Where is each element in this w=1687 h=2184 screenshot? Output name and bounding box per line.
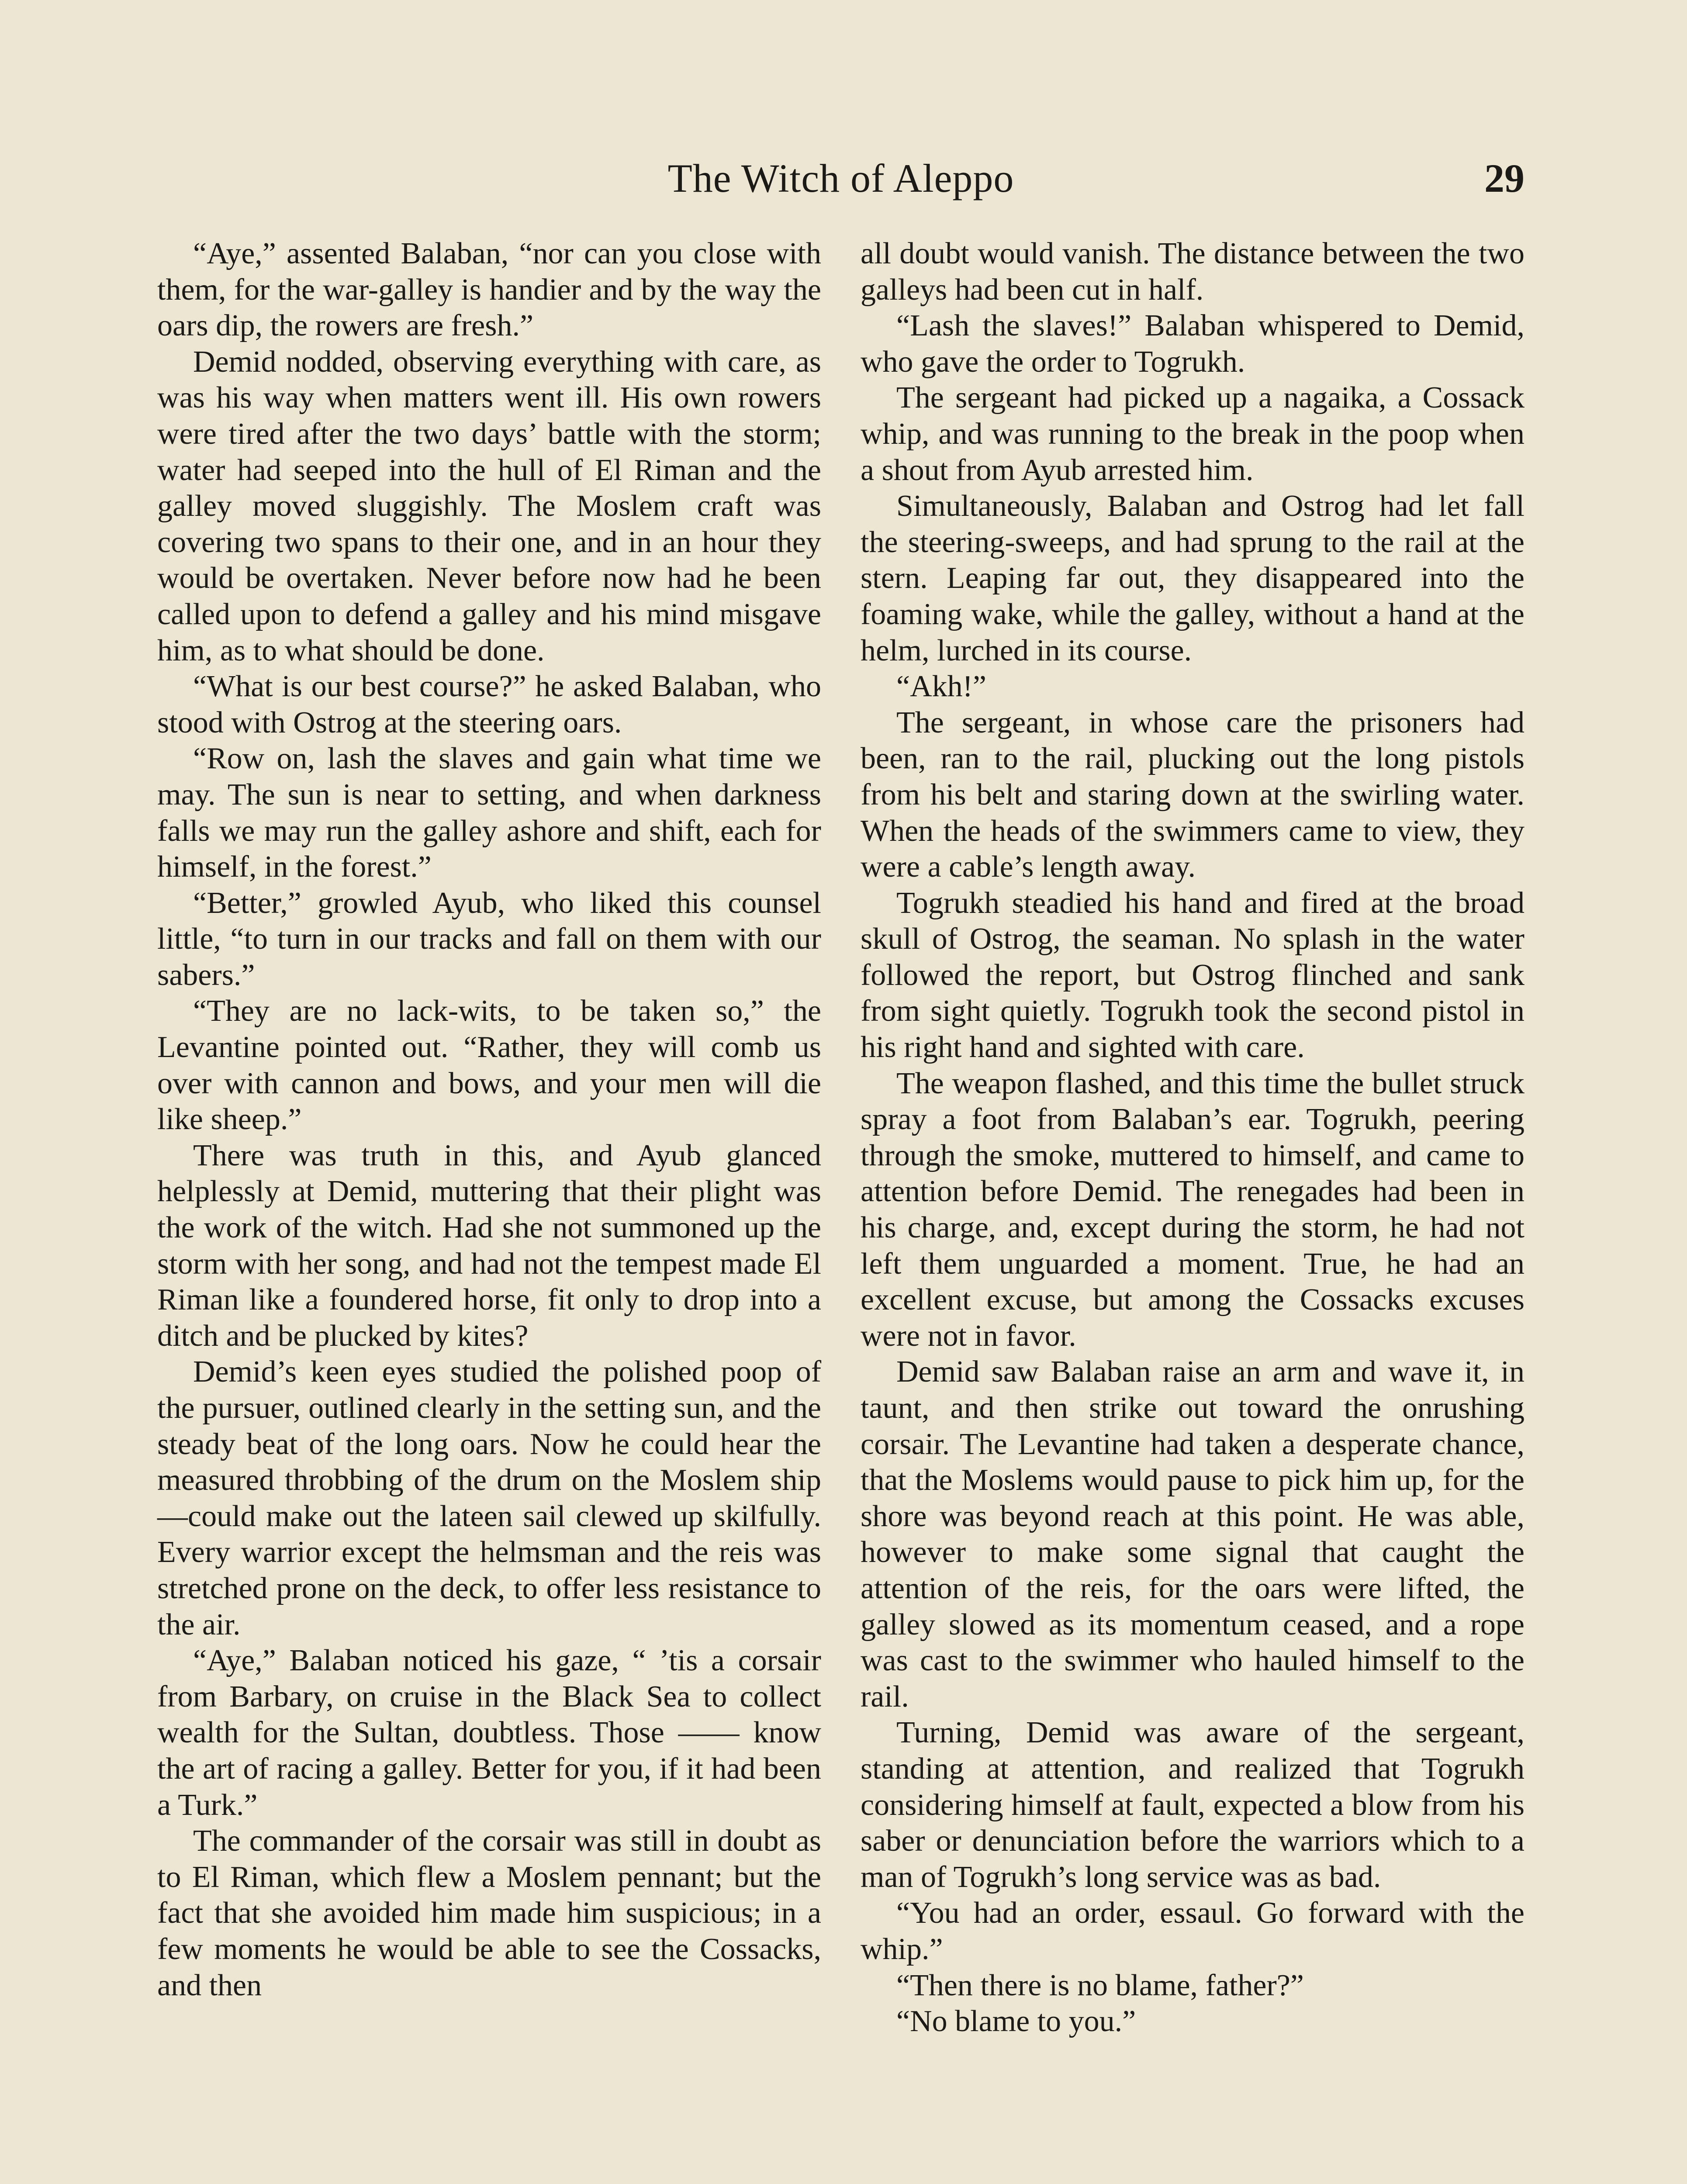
- paragraph: “Aye,” assented Balaban, “nor can you close with them, for the war-galley is handier and by the way the oars dip, the rowers are fresh.”: [157, 237, 821, 343]
- right-column: [861, 236, 1525, 2184]
- paragraph-continued: all doubt would vanish. The distance between the two galleys had been cut in half.: [861, 237, 1525, 307]
- paragraph: The weapon flashed, and this time the bullet struck spray a foot from Balaban’s ear. Togrukh, peering through the smoke, muttered to himself, and came to attention before Demid. The renegades had been in his charge, and, except during the storm, he had not left them unguarded a moment. True, he had an excellent excuse, but among the Cossacks excuses were not in favor.: [861, 1066, 1525, 1353]
- left-column: [157, 236, 821, 2184]
- paragraph: “Row on, lash the slaves and gain what time we may. The sun is near to setting, and when darkness falls we may run the galley ashore and shift, each for himself, in the forest.”: [157, 742, 821, 884]
- page-header: [157, 139, 1525, 218]
- paragraph: Demid’s keen eyes studied the polished poop of the pursuer, outlined clearly in the setting sun, and the steady beat of the long oars. Now he could hear the measured throbbing of the drum on the Moslem ship —could make out the lateen sail clewed up skilfully. Every warrior except the helmsman and the reis was stretched prone on the deck, to offer less resistance to the air.: [157, 1355, 821, 1641]
- paragraph: Demid nodded, observing everything with care, as was his way when matters went ill. His own rowers were tired after the two days’ battle with the storm; water had seeped into the hull of El Riman and the galley moved sluggishly. The Moslem craft was covering two spans to their one, and in an hour they would be overtaken. Never before now had he been called upon to defend a galley and his mind misgave him, as to what should be done.: [157, 345, 821, 667]
- paragraph: “Aye,” Balaban noticed his gaze, “ ’tis a corsair from Barbary, on cruise in the Black Sea to collect wealth for the Sultan, doubtless. Those —— know the art of racing a galley. Better for you, if it had been a Turk.”: [157, 1644, 821, 1822]
- paragraph: The commander of the corsair was still in doubt as to El Riman, which flew a Moslem pennant; but the fact that she avoided him made him suspicious; in a few moments he would be able to see the Cossacks, and then: [157, 1824, 821, 2002]
- page-number: 29: [1484, 156, 1525, 200]
- running-title: The Witch of Aleppo: [667, 156, 1014, 200]
- paragraph: Togrukh steadied his hand and fired at the broad skull of Ostrog, the seaman. No splash in the water followed the report, but Ostrog flinched and sank from sight quietly. Togrukh took the second pistol in his right hand and sighted with care.: [861, 886, 1525, 1064]
- text-columns: [157, 236, 1525, 2184]
- paragraph: Turning, Demid was aware of the sergeant, standing at attention, and realized that Togrukh considering himself at fault, expected a blow from his saber or denunciation before the warriors which to a man of Togrukh’s long service was as bad.: [861, 1716, 1525, 1894]
- paragraph: The sergeant, in whose care the prisoners had been, ran to the rail, plucking out the long pistols from his belt and staring down at the swirling water. When the heads of the swimmers came to view, they were a cable’s length away.: [861, 705, 1525, 884]
- paragraph: “They are no lack-wits, to be taken so,” the Levantine pointed out. “Rather, they will comb us over with cannon and bows, and your men will die like sheep.”: [157, 994, 821, 1137]
- paragraph: “No blame to you.”: [896, 2004, 1136, 2039]
- paragraph: Demid saw Balaban raise an arm and wave it, in taunt, and then strike out toward the onrushing corsair. The Levantine had taken a desperate chance, that the Moslems would pause to pick him up, for the shore was beyond reach at this point. He was able, however to make some signal that caught the attention of the reis, for the oars were lifted, the galley slowed as its momentum ceased, and a rope was cast to the swimmer who hauled himself to the rail.: [861, 1355, 1525, 1714]
- paragraph: “Better,” growled Ayub, who liked this counsel little, “to turn in our tracks and fall on them with our sabers.”: [157, 886, 821, 992]
- paragraph: “Akh!”: [896, 670, 987, 704]
- paragraph: The sergeant had picked up a nagaika, a Cossack whip, and was running to the break in the poop when a shout from Ayub arrested him.: [861, 381, 1525, 487]
- paragraph: There was truth in this, and Ayub glanced helplessly at Demid, muttering that their plight was the work of the witch. Had she not summoned up the storm with her song, and had not the tempest made El Riman like a foundered horse, fit only to drop into a ditch and be plucked by kites?: [157, 1138, 821, 1353]
- paragraph: “Then there is no blame, father?”: [896, 1968, 1304, 2002]
- paragraph: “Lash the slaves!” Balaban whispered to Demid, who gave the order to Togrukh.: [861, 309, 1525, 379]
- paragraph: “What is our best course?” he asked Balaban, who stood with Ostrog at the steering oars.: [157, 670, 821, 740]
- paragraph: Simultaneously, Balaban and Ostrog had let fall the steering-sweeps, and had sprung to the rail at the stern. Leaping far out, they disappeared into the foaming wake, while the galley, without a hand at the helm, lurched in its course.: [861, 489, 1525, 667]
- paragraph: “You had an order, essaul. Go forward with the whip.”: [861, 1896, 1525, 1966]
